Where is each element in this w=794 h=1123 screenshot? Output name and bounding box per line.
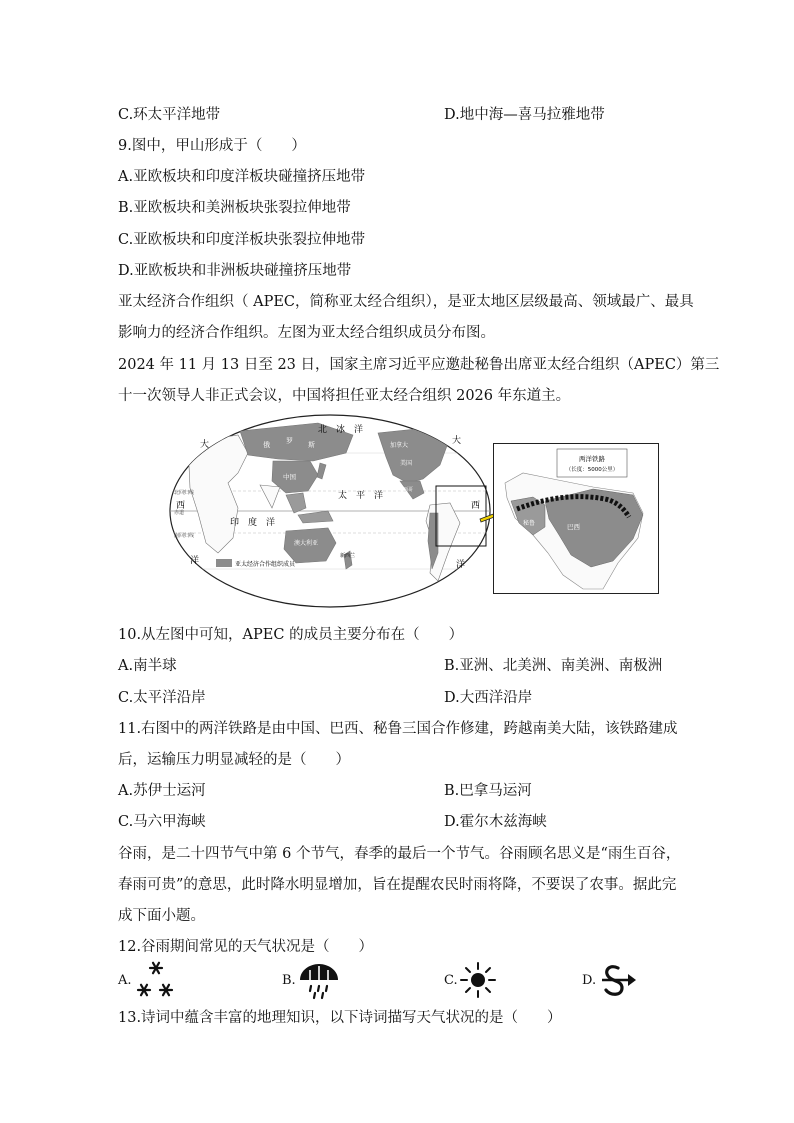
q9-option-a: A.亚欧板块和印度洋板块碰撞挤压地带 <box>118 169 366 185</box>
q12-option-d-label: D. <box>582 972 597 988</box>
q8-option-d: D.地中海—喜马拉雅地带 <box>444 107 605 123</box>
q9-option-b: B.亚欧板块和美洲板块张裂拉伸地带 <box>118 200 351 216</box>
q12-option-a <box>118 960 176 1000</box>
atlantic-ocean-label-e2: 西 <box>471 501 481 511</box>
apec-intro-line-4: 十一次领导人非正式会议，中国将担任亚太经合组织 2026 年东道主。 <box>118 388 571 404</box>
china-label: 中国 <box>283 473 296 481</box>
usa-label: 美国 <box>400 460 413 467</box>
q9-stem: 9.图中，甲山形成于（ ） <box>118 138 306 154</box>
legend-swatch <box>216 559 232 567</box>
russia-label-1: 俄 <box>263 441 270 449</box>
q12-option-c <box>444 960 498 1000</box>
rain-cloud-icon <box>296 960 342 1000</box>
q12-option-b <box>282 960 342 1000</box>
guyu-intro-line-2: 春雨可贵”的意思，此时降水明显增加，旨在提醒农民时雨将降，不要误了农事。据此完 <box>118 877 677 893</box>
two-ocean-railway-inset <box>493 443 659 594</box>
atlantic-ocean-label-w: 大 <box>200 440 210 450</box>
equator-label: 赤道 <box>174 510 185 516</box>
inset-subtitle: （长度：5000公里） <box>565 467 619 473</box>
atlantic-ocean-label-e: 大 <box>452 436 462 446</box>
q10-option-d: D.大西洋沿岸 <box>444 690 533 706</box>
apec-intro-line-2: 影响力的经济合作组织。左图为亚太经合组织成员分布图。 <box>118 325 495 341</box>
tropic-capricorn-label: 南回归线 <box>174 533 195 539</box>
guyu-intro-line-3: 成下面小题。 <box>118 908 205 924</box>
arctic-ocean-label: 北 冰 洋 <box>318 425 364 435</box>
legend-label: 亚太经济合作组织成员 <box>235 561 296 568</box>
ocean-label-yang-e: 洋 <box>456 560 466 570</box>
q12-option-a-label: A. <box>118 972 132 988</box>
inset-title: 两洋铁路 <box>579 455 605 463</box>
sunny-icon <box>458 960 498 1000</box>
indian-ocean-label: 印 度 洋 <box>230 518 276 528</box>
wind-icon <box>596 960 640 1000</box>
apec-intro-line-1: 亚太经济合作组织（ APEC，简称亚太经合组织），是亚太地区层级最高、领域最广、最具 <box>118 294 694 310</box>
russia-label-3: 斯 <box>308 441 315 449</box>
q10-option-b: B.亚洲、北美洲、南美洲、南极洲 <box>444 658 663 674</box>
mexico-label: 墨西哥 <box>398 487 414 493</box>
q13-stem: 13.诗词中蕴含丰富的地理知识，以下诗词描写天气状况的是（ ） <box>118 1010 562 1026</box>
brazil-label: 巴西 <box>567 523 580 531</box>
snow-icon <box>132 960 176 1000</box>
atlantic-ocean-label-w2: 西 <box>176 501 186 511</box>
q10-option-a: A.南半球 <box>118 658 177 674</box>
q12-option-d <box>582 960 640 1000</box>
russia-label-2: 罗 <box>286 437 293 445</box>
pacific-ocean-label: 太 平 洋 <box>338 491 384 501</box>
apec-world-map <box>168 413 493 610</box>
q11-option-a: A.苏伊士运河 <box>118 783 206 799</box>
nz-label: 新西兰 <box>340 553 356 559</box>
tropic-cancer-label: 北回归线 <box>174 490 195 496</box>
canada-label: 加拿大 <box>390 442 409 449</box>
q9-option-d: D.亚欧板块和非洲板块碰撞挤压地带 <box>118 263 352 279</box>
q10-option-c: C.太平洋沿岸 <box>118 690 206 706</box>
q9-option-c: C.亚欧板块和印度洋板块张裂拉伸地带 <box>118 232 366 248</box>
australia-label: 澳大利亚 <box>294 540 319 547</box>
q11-stem-line-2: 后，运输压力明显减轻的是（ ） <box>118 752 350 768</box>
q11-option-d: D.霍尔木兹海峡 <box>444 814 547 830</box>
q10-stem: 10.从左图中可知，APEC 的成员主要分布在（ ） <box>118 627 464 643</box>
q12-stem: 12.谷雨期间常见的天气状况是（ ） <box>118 939 374 955</box>
guyu-intro-line-1: 谷雨，是二十四节气中第 6 个节气，春季的最后一个节气。谷雨顾名思义是“雨生百谷， <box>118 846 681 862</box>
q11-stem-line-1: 11.右图中的两洋铁路是由中国、巴西、秘鲁三国合作修建，跨越南美大陆，该铁路建成 <box>118 721 678 737</box>
q11-option-c: C.马六甲海峡 <box>118 814 206 830</box>
q12-option-b-label: B. <box>282 972 296 988</box>
q11-option-b: B.巴拿马运河 <box>444 783 532 799</box>
q12-option-c-label: C. <box>444 972 458 988</box>
apec-intro-line-3: 2024 年 11 月 13 日至 23 日，国家主席习近平应邀赴秘鲁出席亚太经合组织（APEC）第三 <box>118 357 720 373</box>
q8-option-c: C.环太平洋地带 <box>118 107 221 123</box>
ocean-label-yang: 洋 <box>190 556 200 566</box>
peru-label: 秘鲁 <box>523 520 536 527</box>
